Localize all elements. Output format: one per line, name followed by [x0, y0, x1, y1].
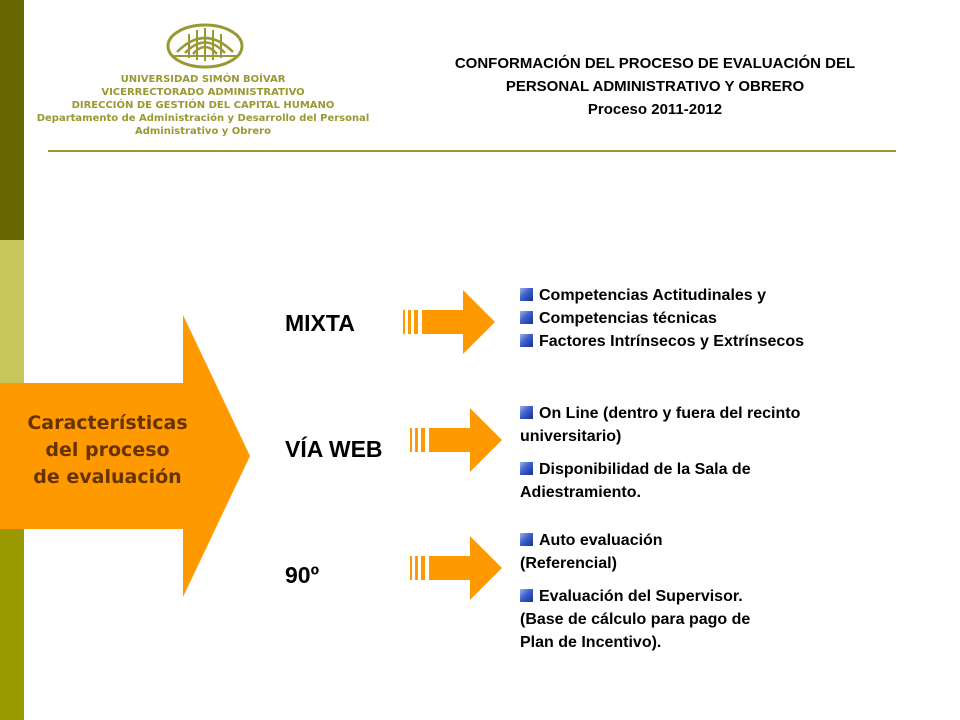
bullet-text: Competencias Actitudinales y	[539, 287, 767, 304]
arrow-right-icon	[410, 536, 505, 600]
bullet-item	[520, 529, 750, 552]
institution-line: Administrativo y Obrero	[135, 126, 271, 137]
square-bullet-icon	[520, 288, 533, 301]
university-logo	[165, 22, 245, 70]
square-bullet-icon	[520, 406, 533, 419]
bullet-text: Auto evaluación	[539, 532, 663, 549]
bullet-list-via-web	[520, 402, 800, 504]
category-label-mixta: MIXTA	[285, 310, 355, 336]
arrow-right-icon	[410, 408, 505, 472]
square-bullet-icon	[520, 334, 533, 347]
square-bullet-icon	[520, 533, 533, 546]
square-bullet-icon	[520, 589, 533, 602]
category-label-90: 90º	[285, 562, 319, 588]
bullet-text: Evaluación del Supervisor.	[539, 588, 743, 605]
square-bullet-icon	[520, 462, 533, 475]
institution-line: UNIVERSIDAD SIMÓN BOÍVAR	[120, 74, 286, 85]
bullet-text: On Line (dentro y fuera del recinto	[539, 405, 801, 422]
slide-title	[395, 52, 915, 121]
title-line: PERSONAL ADMINISTRATIVO Y OBRERO	[505, 78, 805, 95]
category-label-via-web: VÍA WEB	[285, 436, 383, 462]
bullet-text-continued: Adiestramiento.	[520, 484, 641, 501]
bullet-text: Disponibilidad de la Sala de	[539, 461, 751, 478]
bullet-text-continued: (Referencial)	[520, 555, 617, 572]
institution-line: VICERRECTORADO ADMINISTRATIVO	[101, 87, 305, 98]
main-arrow-line: Características	[27, 412, 188, 434]
title-line: Proceso 2011-2012	[587, 101, 723, 118]
bullet-text-continued: (Base de cálculo para pago de	[520, 611, 751, 628]
main-arrow-line: de evaluación	[33, 466, 182, 488]
bullet-item	[520, 330, 804, 353]
bullet-item	[520, 402, 800, 425]
institution-line: Departamento de Administración y Desarrollo del Personal	[36, 113, 370, 124]
bullet-text-continued: Plan de Incentivo).	[520, 634, 662, 651]
bullet-text: Factores Intrínsecos y Extrínsecos	[539, 333, 804, 350]
bullet-item	[520, 585, 750, 608]
title-line: CONFORMACIÓN DEL PROCESO DE EVALUACIÓN DEL	[454, 55, 856, 72]
bullet-text: Competencias técnicas	[539, 310, 717, 327]
bullet-item	[520, 284, 804, 307]
bullet-item	[520, 307, 804, 330]
bullet-item	[520, 458, 800, 481]
main-arrow-label	[0, 410, 215, 491]
institution-line: DIRECCIÓN DE GESTIÓN DEL CAPITAL HUMANO	[71, 100, 335, 111]
bullet-list-90	[520, 529, 750, 654]
bullet-text-continued: universitario)	[520, 428, 622, 445]
bullet-list-mixta	[520, 284, 804, 353]
institution-block	[18, 73, 388, 138]
arrow-right-icon	[403, 290, 498, 354]
header-divider	[48, 150, 896, 152]
square-bullet-icon	[520, 311, 533, 324]
main-arrow-line: del proceso	[45, 439, 170, 461]
